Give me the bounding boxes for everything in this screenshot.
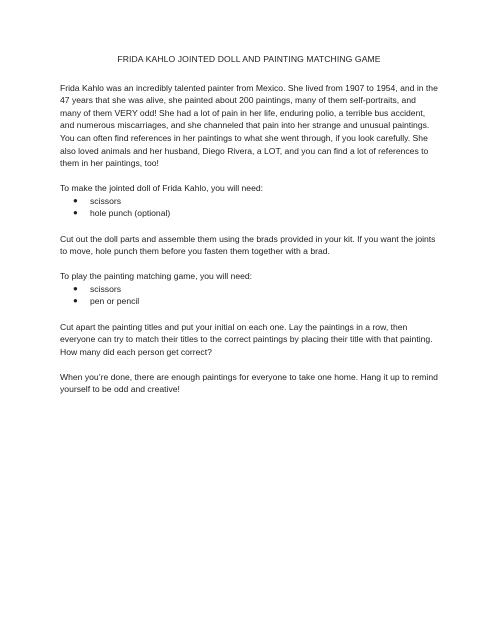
bullet-icon: ● bbox=[73, 208, 78, 218]
bullet-icon: ● bbox=[73, 283, 78, 293]
bullet-icon: ● bbox=[73, 195, 78, 205]
list-item bbox=[60, 207, 438, 220]
game-supplies-list bbox=[60, 283, 438, 308]
game-instructions-paragraph: Cut apart the painting titles and put your initial on each one. Lay the paintings in a row, then everyone can try to match their titles to the correct paintings by placing their title with that painting. How many did each person get correct? bbox=[60, 321, 433, 357]
list-item-label: scissors bbox=[90, 283, 122, 294]
doll-instructions-paragraph: Cut out the doll parts and assemble them using the brads provided in your kit. If you want the joints to move, hole punch them before you fasten them together with a brad. bbox=[60, 233, 436, 257]
list-item-label: scissors bbox=[90, 195, 122, 206]
doll-supplies-lead: To make the jointed doll of Frida Kahlo, you will need: bbox=[60, 183, 264, 194]
list-item-label: pen or pencil bbox=[90, 296, 140, 307]
intro-paragraph: Frida Kahlo was an incredibly talented painter from Mexico. She lived from 1907 to 1954, and in the 47 years that she was alive, she painted about 200 paintings, many of them self-portraits, and many of them VERY odd! She had a lot of pain in her life, enduring polio, a terrible bus accident, and numerous miscarriages, and she channeled that pain into her strange and unusual paintings. You can often find references in her paintings to what she went through, if you look carefully. She also loved animals and her husband, Diego Rivera, a LOT, and you can find a lot of references to them in her paintings, too! bbox=[60, 82, 438, 169]
bullet-icon: ● bbox=[73, 296, 78, 306]
doll-supplies-list bbox=[60, 195, 438, 220]
game-supplies-lead: To play the painting matching game, you will need: bbox=[60, 271, 253, 282]
list-item bbox=[60, 283, 438, 296]
document-page bbox=[60, 53, 438, 408]
document-title: FRIDA KAHLO JOINTED DOLL AND PAINTING MATCHING GAME bbox=[117, 54, 381, 64]
closing-paragraph: When you’re done, there are enough paintings for everyone to take one home. Hang it up to remind yourself to be odd and creative! bbox=[60, 371, 438, 395]
list-item-label: hole punch (optional) bbox=[90, 208, 171, 219]
list-item bbox=[60, 195, 438, 208]
list-item bbox=[60, 295, 438, 308]
